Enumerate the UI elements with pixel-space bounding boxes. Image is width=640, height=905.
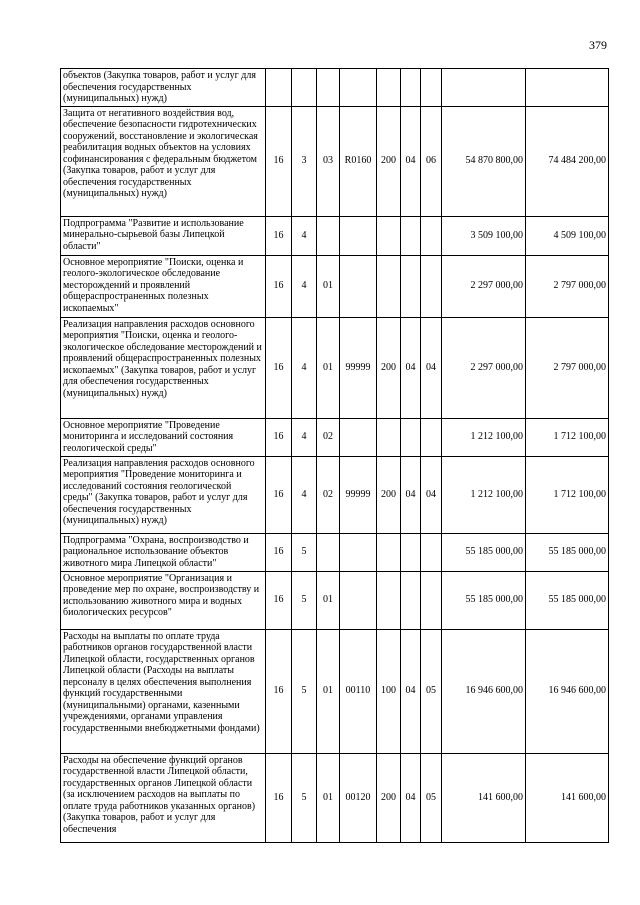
col-subprogram: [292, 69, 317, 107]
col-amount-1: [442, 753, 526, 842]
budget-table: [60, 68, 609, 843]
col-amount-2: [526, 456, 609, 533]
col-amount-1-value: 2 297 000,00: [470, 361, 523, 373]
col-expense-type: [377, 216, 401, 255]
col-main-event: [317, 216, 340, 255]
col-program: 16: [266, 255, 292, 317]
row-description: Расходы на обеспечение функций органов государственной власти Липецкой области, государственных органов Липецкой области (за исключением расходов на выплаты по оплате труда работников указанных органов) (Закупка товаров, работ и услуг для обеспечения: [61, 753, 266, 842]
table-row: [61, 629, 609, 753]
col-expense-type: [377, 571, 401, 629]
row-description: Реализация направления расходов основного мероприятия "Поиски, оценка и геолого-экологическое обследование месторождений и проявлений общераспространенных полезных ископаемых" (Закупка товаров, работ и услуг для обеспечения государственных (муниципальных) нужд): [61, 317, 266, 418]
col-direction: [340, 69, 377, 107]
col-amount-1: [442, 255, 526, 317]
col-main-event: 01: [317, 317, 340, 418]
col-section: [401, 571, 421, 629]
row-description: Подпрограмма "Развитие и использование минерально-сырьевой базы Липецкой области": [61, 216, 266, 255]
col-amount-2: [526, 106, 609, 216]
col-subsection: [421, 69, 442, 107]
col-amount-2-value: 16 946 600,00: [548, 685, 606, 697]
col-amount-2: [526, 255, 609, 317]
col-amount-1-value: 54 870 800,00: [465, 155, 523, 167]
col-amount-2-value: 4 509 100,00: [553, 229, 606, 241]
col-amount-1-value: 3 509 100,00: [470, 229, 523, 241]
table-row: [61, 255, 609, 317]
col-section: [401, 69, 421, 107]
col-subsection: 06: [421, 106, 442, 216]
col-main-event: 01: [317, 571, 340, 629]
col-main-event: 02: [317, 418, 340, 456]
col-subprogram: 5: [292, 533, 317, 571]
col-main-event: 01: [317, 629, 340, 753]
col-direction: 99999: [340, 456, 377, 533]
col-amount-2: [526, 533, 609, 571]
row-description: Основное мероприятие "Поиски, оценка и геолого-экологическое обследование месторождений и проявлений общераспространенных полезных ископаемых": [61, 255, 266, 317]
table-row: [61, 571, 609, 629]
col-direction: [340, 418, 377, 456]
col-amount-1-value: 55 185 000,00: [465, 546, 523, 558]
col-program: [266, 69, 292, 107]
col-expense-type: 200: [377, 106, 401, 216]
row-description: Подпрограмма "Охрана, воспроизводство и рациональное использование объектов животного мира Липецкой области": [61, 533, 266, 571]
col-subprogram: 5: [292, 753, 317, 842]
col-subprogram: 4: [292, 456, 317, 533]
col-section: 04: [401, 456, 421, 533]
col-amount-2: [526, 753, 609, 842]
row-description: Реализация направления расходов основного мероприятия "Проведение мониторинга и исследований состояния геологической среды" (Закупка товаров, работ и услуг для обеспечения государственных (муниципальных) нужд): [61, 456, 266, 533]
table-row: [61, 418, 609, 456]
col-amount-1: [442, 216, 526, 255]
col-amount-1-value: 55 185 000,00: [465, 594, 523, 606]
col-amount-1: [442, 533, 526, 571]
col-amount-2-value: 1 712 100,00: [553, 488, 606, 500]
table-row: [61, 69, 609, 107]
col-expense-type: [377, 533, 401, 571]
col-amount-1-value: 1 212 100,00: [470, 431, 523, 443]
col-amount-2-value: 74 484 200,00: [548, 155, 606, 167]
col-subsection: [421, 418, 442, 456]
col-amount-2: [526, 317, 609, 418]
col-subsection: 04: [421, 317, 442, 418]
col-section: 04: [401, 753, 421, 842]
col-main-event: 03: [317, 106, 340, 216]
col-subsection: 05: [421, 753, 442, 842]
col-amount-2: [526, 571, 609, 629]
col-amount-1: [442, 418, 526, 456]
col-subprogram: 4: [292, 418, 317, 456]
page-number: 379: [589, 38, 607, 52]
col-program: 16: [266, 629, 292, 753]
col-subsection: [421, 216, 442, 255]
col-amount-2-value: 2 797 000,00: [553, 280, 606, 292]
table-row: [61, 753, 609, 842]
col-main-event: 02: [317, 456, 340, 533]
col-subprogram: 5: [292, 629, 317, 753]
col-main-event: 01: [317, 255, 340, 317]
col-amount-1: [442, 629, 526, 753]
col-amount-2-value: 141 600,00: [561, 791, 606, 803]
col-program: 16: [266, 106, 292, 216]
col-amount-1: [442, 106, 526, 216]
col-amount-1: [442, 317, 526, 418]
table-row: [61, 317, 609, 418]
col-subprogram: 5: [292, 571, 317, 629]
col-expense-type: 100: [377, 629, 401, 753]
col-amount-2: [526, 629, 609, 753]
col-direction: 99999: [340, 317, 377, 418]
col-amount-2-value: 1 712 100,00: [553, 431, 606, 443]
col-program: 16: [266, 317, 292, 418]
col-program: 16: [266, 533, 292, 571]
row-description: Расходы на выплаты по оплате труда работников органов государственной власти Липецкой области, государственных органов Липецкой области (Расходы на выплаты персоналу в целях обеспечения выполнения функций государственными (муниципальными) органами, казенными учреждениями, органами управления государственными внебюджетными фондами): [61, 629, 266, 753]
col-main-event: [317, 69, 340, 107]
table-row: [61, 216, 609, 255]
col-direction: [340, 255, 377, 317]
col-amount-1: [442, 456, 526, 533]
col-section: [401, 216, 421, 255]
col-amount-1: [442, 69, 526, 107]
col-main-event: [317, 533, 340, 571]
col-expense-type: [377, 418, 401, 456]
col-direction: [340, 571, 377, 629]
col-section: 04: [401, 106, 421, 216]
col-amount-1-value: 2 297 000,00: [470, 280, 523, 292]
col-subprogram: 4: [292, 317, 317, 418]
col-expense-type: [377, 69, 401, 107]
col-direction: 00120: [340, 753, 377, 842]
col-section: [401, 418, 421, 456]
table-row: [61, 456, 609, 533]
col-direction: 00110: [340, 629, 377, 753]
col-direction: [340, 216, 377, 255]
col-amount-2-value: 2 797 000,00: [553, 361, 606, 373]
col-section: 04: [401, 629, 421, 753]
col-amount-2-value: 55 185 000,00: [548, 594, 606, 606]
col-program: 16: [266, 753, 292, 842]
table-row: [61, 106, 609, 216]
row-description: Основное мероприятие "Проведение мониторинга и исследований состояния геологической среды": [61, 418, 266, 456]
col-program: 16: [266, 571, 292, 629]
col-section: [401, 533, 421, 571]
col-amount-2: [526, 69, 609, 107]
row-description: Защита от негативного воздействия вод, обеспечение безопасности гидротехнических сооружений, восстановление и экологическая реабилитация водных объектов на условиях софинансирования с федеральным бюджетом (Закупка товаров, работ и услуг для обеспечения государственных (муниципальных) нужд): [61, 106, 266, 216]
col-amount-1-value: 1 212 100,00: [470, 488, 523, 500]
col-subsection: [421, 533, 442, 571]
col-expense-type: 200: [377, 317, 401, 418]
col-expense-type: 200: [377, 753, 401, 842]
col-expense-type: 200: [377, 456, 401, 533]
col-section: 04: [401, 317, 421, 418]
col-amount-2: [526, 418, 609, 456]
col-direction: R0160: [340, 106, 377, 216]
col-main-event: 01: [317, 753, 340, 842]
col-subprogram: 4: [292, 216, 317, 255]
col-amount-1-value: 16 946 600,00: [465, 685, 523, 697]
row-description: объектов (Закупка товаров, работ и услуг для обеспечения государственных (муниципальных) нужд): [61, 69, 266, 107]
col-subsection: 05: [421, 629, 442, 753]
col-expense-type: [377, 255, 401, 317]
table-row: [61, 533, 609, 571]
col-program: 16: [266, 456, 292, 533]
col-section: [401, 255, 421, 317]
col-direction: [340, 533, 377, 571]
col-subprogram: 4: [292, 255, 317, 317]
col-subsection: 04: [421, 456, 442, 533]
col-amount-2-value: 55 185 000,00: [548, 546, 606, 558]
col-subprogram: 3: [292, 106, 317, 216]
col-program: 16: [266, 216, 292, 255]
col-subsection: [421, 571, 442, 629]
col-amount-1-value: 141 600,00: [478, 791, 523, 803]
col-program: 16: [266, 418, 292, 456]
col-subsection: [421, 255, 442, 317]
row-description: Основное мероприятие "Организация и проведение мер по охране, воспроизводству и использованию животного мира и водных биологических ресурсов": [61, 571, 266, 629]
col-amount-2: [526, 216, 609, 255]
col-amount-1: [442, 571, 526, 629]
